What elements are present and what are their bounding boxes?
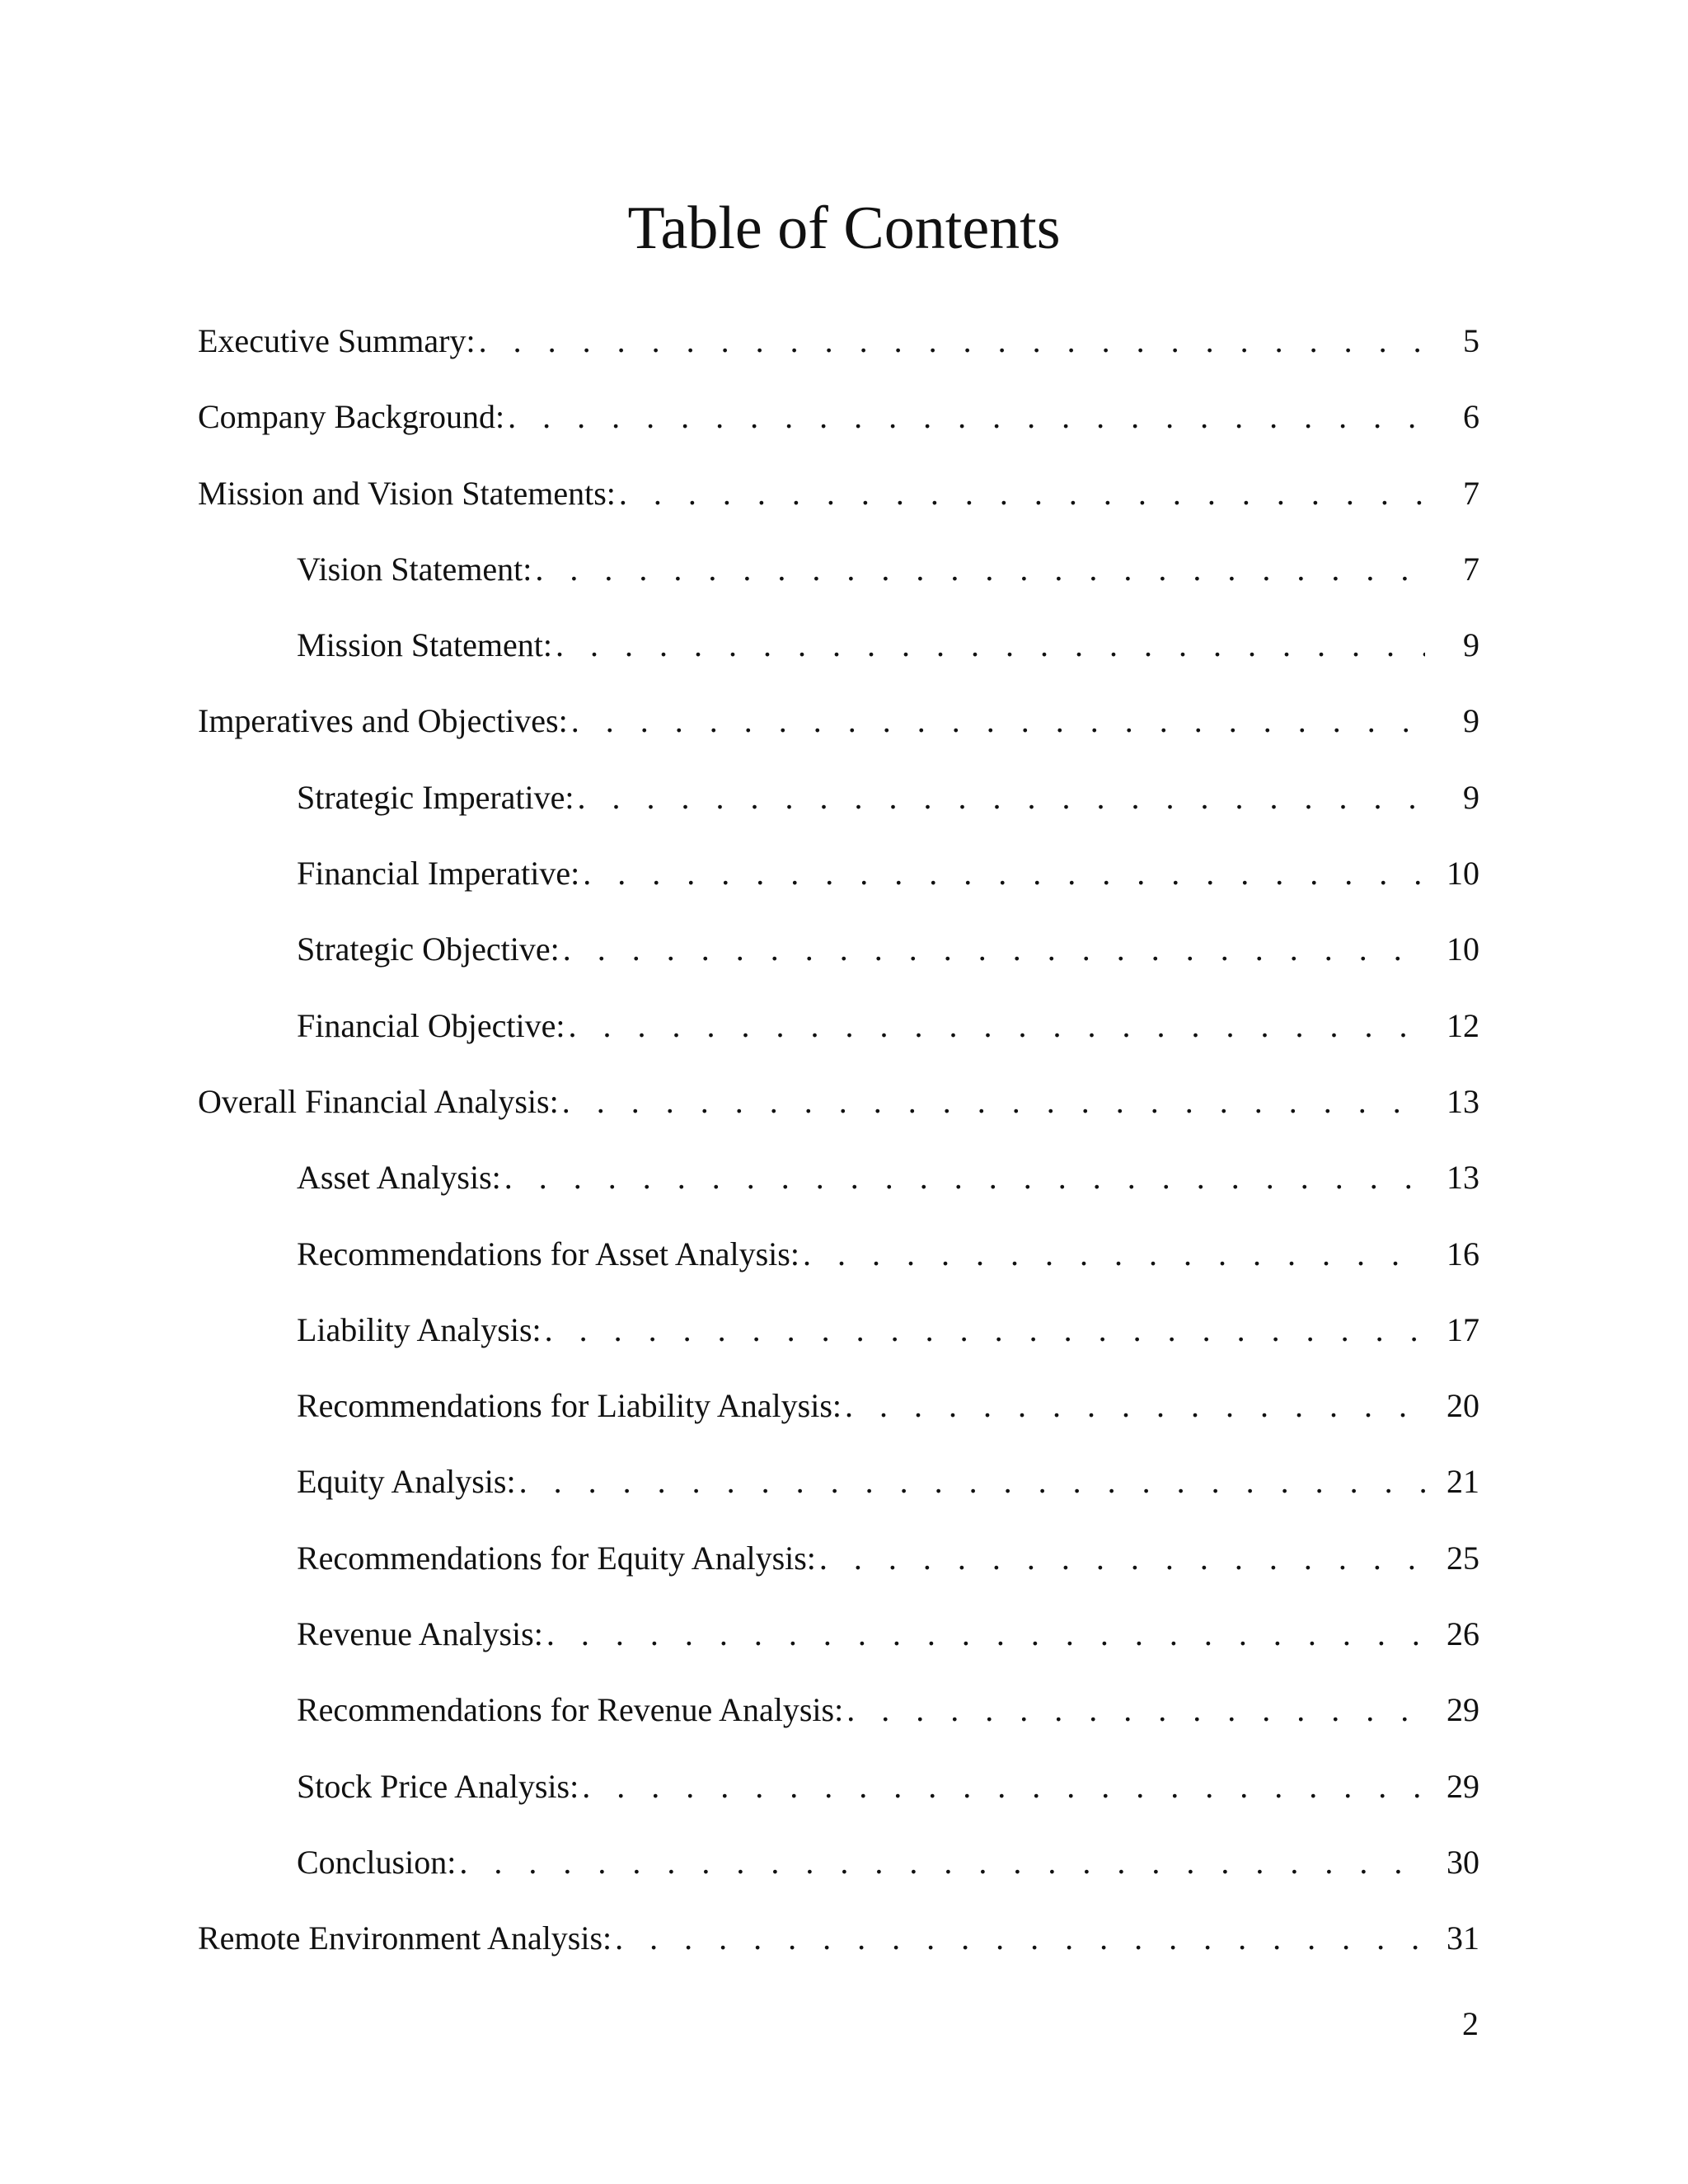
toc-dot-leader (615, 1915, 1425, 1961)
toc-entry-page: 5 (1425, 318, 1479, 364)
toc-entry-page: 13 (1425, 1155, 1479, 1201)
page-title: Table of Contents (627, 194, 1061, 262)
toc-entry-page: 9 (1425, 775, 1479, 821)
toc-entry[interactable] (198, 1459, 1479, 1535)
toc-entry-page: 30 (1425, 1840, 1479, 1886)
toc-entry[interactable] (198, 1155, 1479, 1230)
toc-entry-page: 17 (1425, 1307, 1479, 1353)
toc-dot-leader (583, 851, 1425, 897)
toc-entry[interactable] (198, 471, 1479, 546)
toc-entry-label: Recommendations for Equity Analysis: (297, 1535, 819, 1582)
toc-entry-label: Revenue Analysis: (297, 1611, 546, 1657)
toc-entry-label: Liability Analysis: (297, 1307, 545, 1353)
toc-entry[interactable] (198, 775, 1479, 851)
toc-entry[interactable] (198, 1383, 1479, 1459)
toc-entry-label: Asset Analysis: (297, 1155, 504, 1201)
toc-entry-label: Recommendations for Liability Analysis: (297, 1383, 845, 1429)
toc-entry-page: 26 (1425, 1611, 1479, 1657)
toc-entry-page: 7 (1425, 471, 1479, 517)
toc-dot-leader (846, 1687, 1425, 1733)
toc-entry[interactable] (198, 622, 1479, 698)
toc-dot-leader (803, 1231, 1425, 1277)
toc-entry-label: Stock Price Analysis: (297, 1764, 582, 1810)
toc-entry[interactable] (198, 1003, 1479, 1079)
toc-dot-leader (459, 1840, 1425, 1886)
toc-dot-leader (571, 698, 1425, 744)
toc-dot-leader (545, 1307, 1425, 1353)
toc-entry-page: 29 (1425, 1764, 1479, 1810)
toc-entry[interactable] (198, 926, 1479, 1002)
toc-list (198, 318, 1479, 1992)
toc-entry-label: Recommendations for Asset Analysis: (297, 1231, 803, 1277)
toc-entry-label: Imperatives and Objectives: (198, 698, 571, 744)
toc-entry-label: Strategic Objective: (297, 926, 563, 972)
toc-entry[interactable] (198, 1840, 1479, 1915)
toc-entry-label: Executive Summary: (198, 318, 479, 364)
toc-entry[interactable] (198, 851, 1479, 926)
toc-entry-page: 10 (1425, 926, 1479, 972)
toc-entry-page: 16 (1425, 1231, 1479, 1277)
toc-dot-leader (568, 1003, 1425, 1049)
toc-dot-leader (619, 471, 1425, 517)
toc-dot-leader (582, 1764, 1425, 1810)
toc-dot-leader (819, 1535, 1425, 1582)
toc-entry[interactable] (198, 1079, 1479, 1155)
page-number: 2 (1462, 2005, 1479, 2042)
toc-dot-leader (845, 1383, 1425, 1429)
toc-entry-page: 9 (1425, 622, 1479, 668)
toc-entry-label: Financial Objective: (297, 1003, 568, 1049)
toc-entry[interactable] (198, 698, 1479, 774)
toc-entry-page: 12 (1425, 1003, 1479, 1049)
toc-entry-label: Remote Environment Analysis: (198, 1915, 615, 1961)
toc-entry-page: 25 (1425, 1535, 1479, 1582)
toc-dot-leader (504, 1155, 1425, 1201)
toc-entry[interactable] (198, 394, 1479, 470)
toc-entry-label: Conclusion: (297, 1840, 459, 1886)
toc-dot-leader (479, 318, 1425, 364)
toc-entry-label: Mission and Vision Statements: (198, 471, 619, 517)
toc-entry[interactable] (198, 1764, 1479, 1840)
toc-dot-leader (508, 394, 1425, 440)
toc-entry-page: 21 (1425, 1459, 1479, 1505)
toc-entry-page: 13 (1425, 1079, 1479, 1125)
toc-dot-leader (546, 1611, 1425, 1657)
toc-entry-page: 9 (1425, 698, 1479, 744)
toc-entry-label: Financial Imperative: (297, 851, 583, 897)
toc-entry-page: 6 (1425, 394, 1479, 440)
toc-entry-label: Strategic Imperative: (297, 775, 578, 821)
toc-dot-leader (578, 775, 1425, 821)
toc-dot-leader (519, 1459, 1425, 1505)
toc-entry-label: Equity Analysis: (297, 1459, 519, 1505)
toc-entry-page: 7 (1425, 546, 1479, 593)
toc-entry[interactable] (198, 1307, 1479, 1383)
toc-entry-page: 20 (1425, 1383, 1479, 1429)
toc-entry-label: Company Background: (198, 394, 508, 440)
toc-entry[interactable] (198, 1535, 1479, 1611)
toc-dot-leader (535, 546, 1425, 593)
toc-dot-leader (563, 926, 1425, 972)
toc-entry[interactable] (198, 318, 1479, 394)
toc-entry-page: 29 (1425, 1687, 1479, 1733)
toc-entry[interactable] (198, 546, 1479, 622)
toc-entry[interactable] (198, 1915, 1479, 1991)
toc-entry[interactable] (198, 1687, 1479, 1763)
toc-entry-label: Vision Statement: (297, 546, 535, 593)
toc-dot-leader (562, 1079, 1425, 1125)
toc-entry-label: Recommendations for Revenue Analysis: (297, 1687, 846, 1733)
toc-entry-page: 10 (1425, 851, 1479, 897)
toc-entry-label: Mission Statement: (297, 622, 556, 668)
toc-entry[interactable] (198, 1231, 1479, 1307)
toc-entry-label: Overall Financial Analysis: (198, 1079, 562, 1125)
toc-entry[interactable] (198, 1611, 1479, 1687)
toc-entry-page: 31 (1425, 1915, 1479, 1961)
toc-dot-leader (556, 622, 1425, 668)
